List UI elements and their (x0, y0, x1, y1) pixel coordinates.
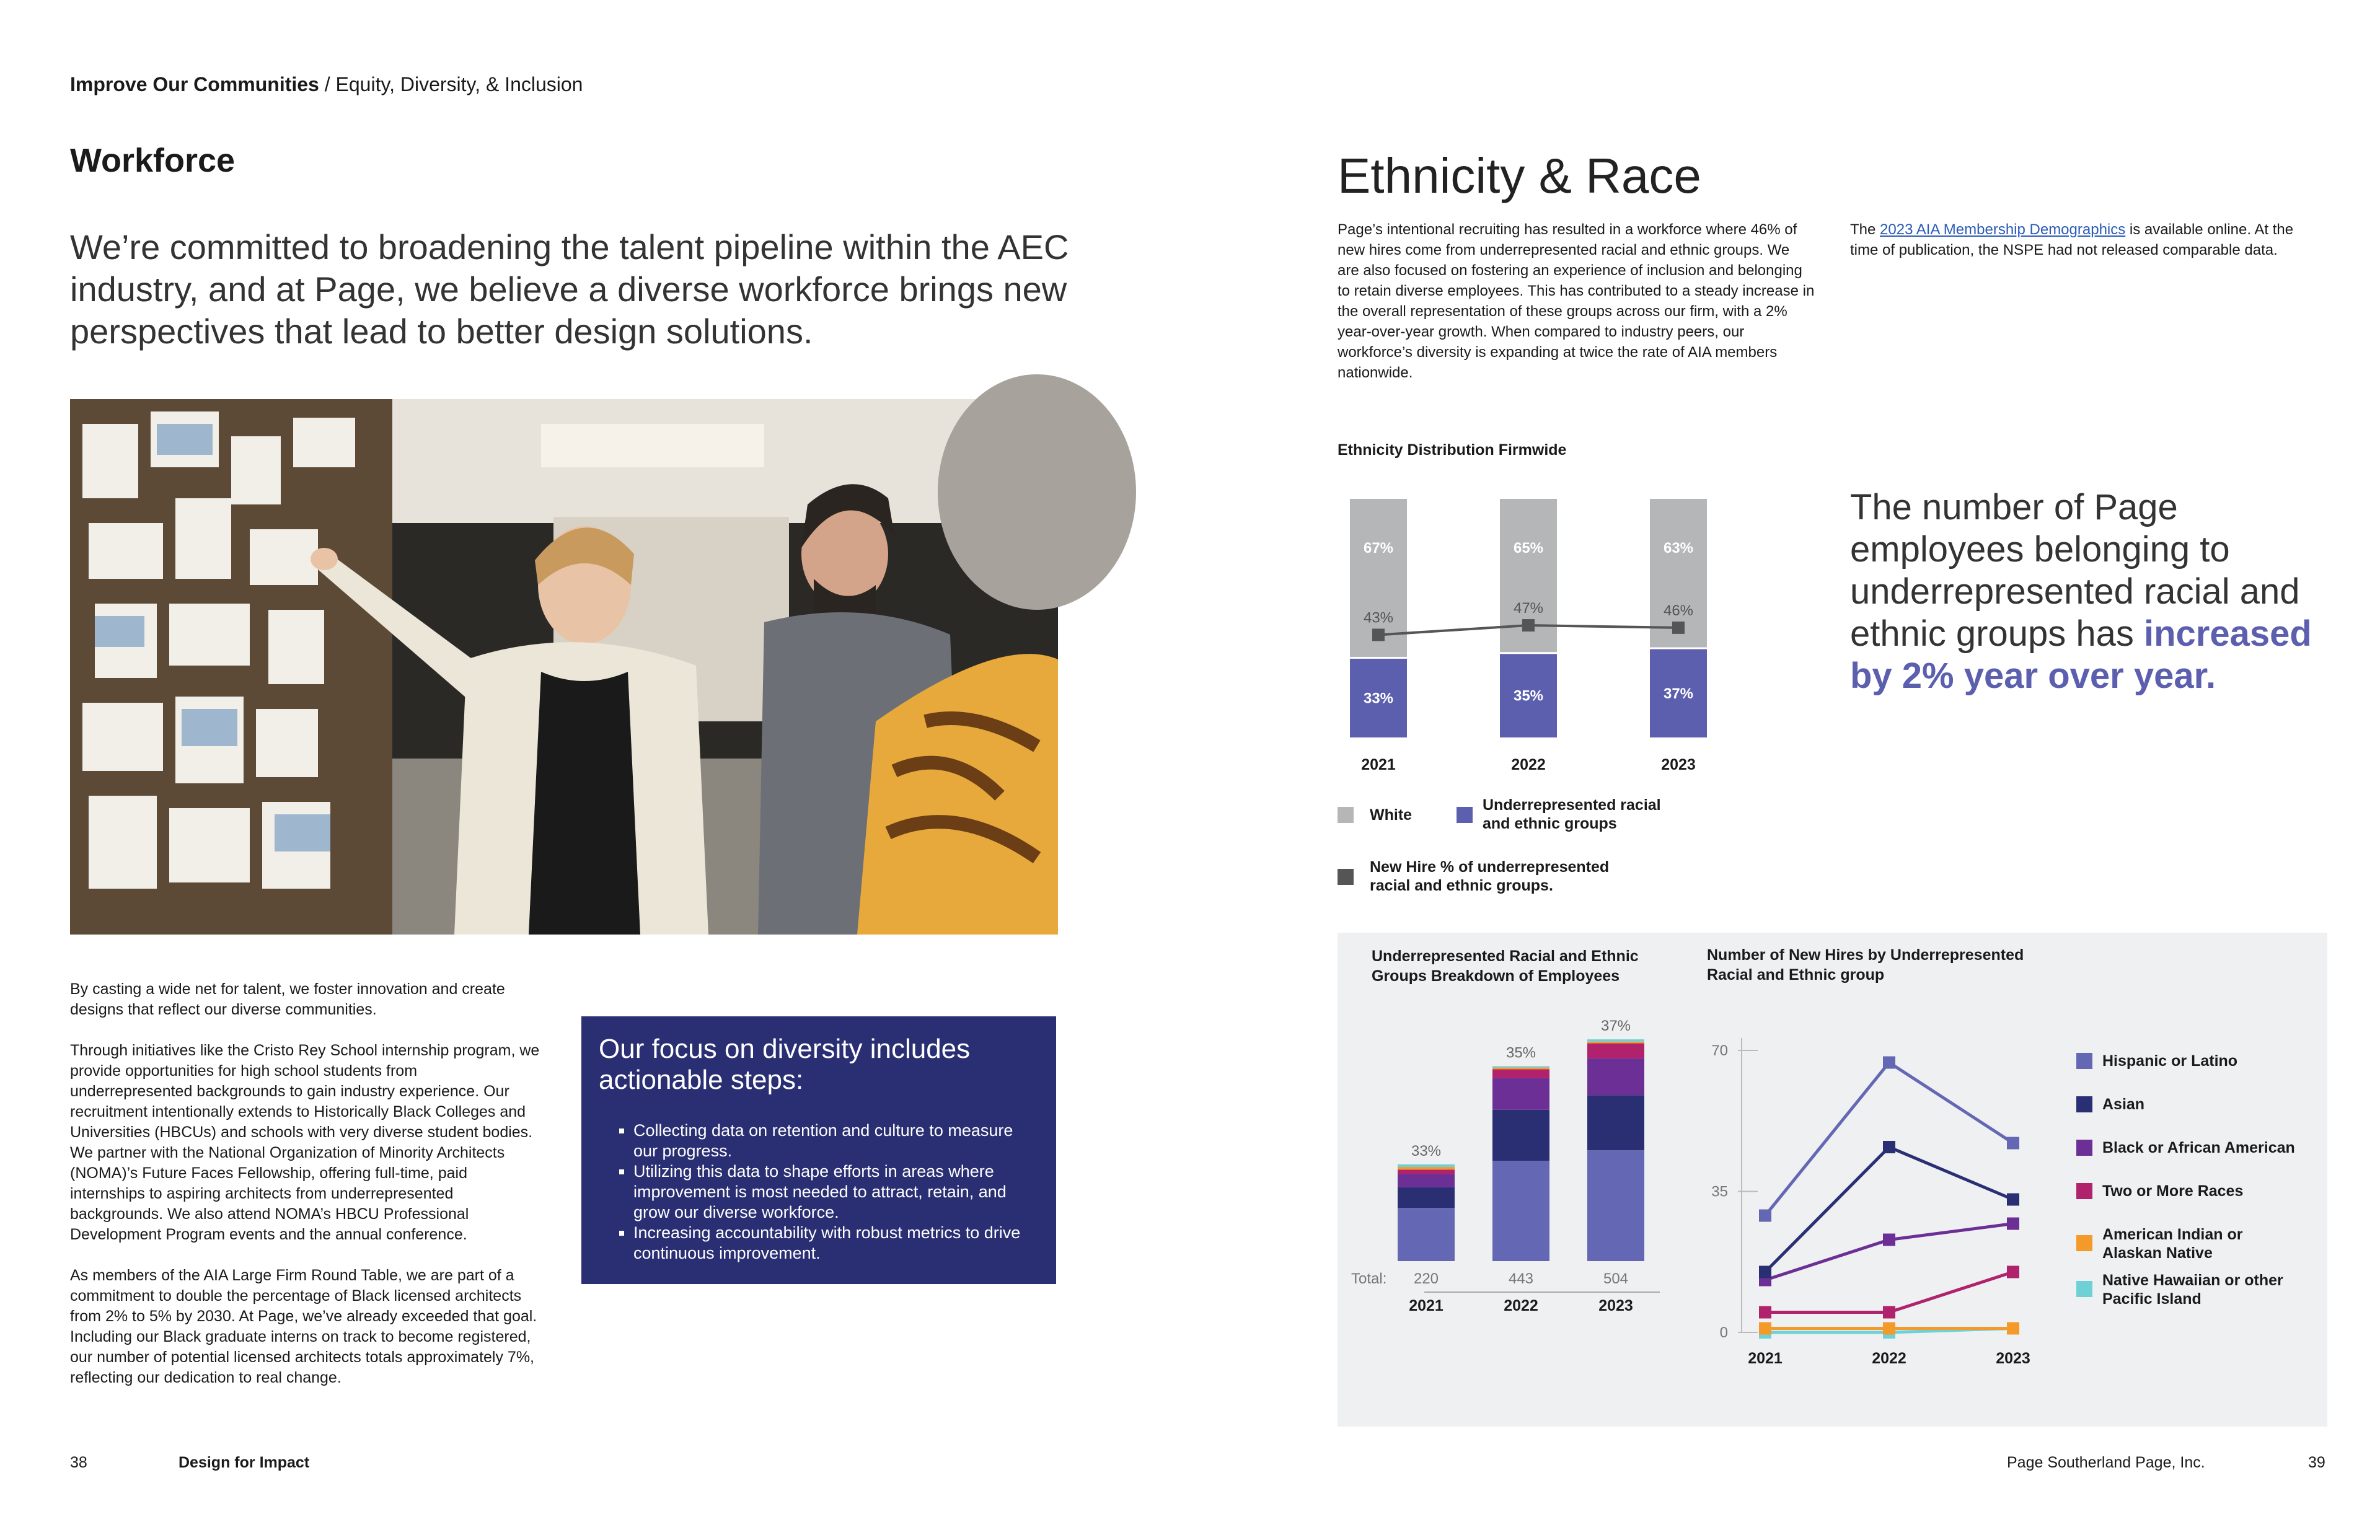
legend-label: Hispanic or Latino (2102, 1052, 2238, 1070)
series-line (1765, 1147, 2013, 1272)
callout-highlight: increased by 2% year over year. (1850, 614, 2312, 696)
bar-percent-label: 33% (1411, 1142, 1442, 1159)
footer-title-right: Page Southerland Page, Inc. (2007, 1454, 2205, 1471)
legend-swatch-newhire (1338, 869, 1354, 885)
year-tick-label: 2023 (1661, 756, 1696, 773)
breadcrumb-separator: / (319, 73, 336, 95)
focus-box (581, 1016, 1056, 1284)
series-point (1759, 1266, 1771, 1278)
series-point (1883, 1306, 1895, 1319)
stack-segment (1587, 1058, 1644, 1096)
series-point (1759, 1322, 1771, 1335)
page-number-left: 38 (70, 1454, 87, 1471)
series-point (1883, 1057, 1895, 1069)
legend-label-urg-2: and ethnic groups (1483, 815, 1617, 832)
stack-segment (1492, 1078, 1549, 1110)
year-tick-label: 2023 (1598, 1297, 1633, 1314)
workforce-body (70, 979, 541, 1409)
stack-segment (1398, 1164, 1455, 1167)
stack-segment (1587, 1095, 1644, 1150)
legend-label: Asian (2102, 1096, 2145, 1113)
body-paragraph-2: Through initiatives like the Cristo Rey School internship program, we provide opportunities for high school students from underrepresented backgrounds to gain industry experience. Our recruitment intentionally extends to Historically Black Colleges and Universities (HBCUs) and schools with very diverse student bodies. We partner with the National Organization of Minority Architects (NOMA)’s Future Faces Fellowship, offering full-time, paid internships to aspiring architects from underrepresented backgrounds. We also attend NOMA’s HBCU Professional Development Program events and the annual conference. (70, 1042, 540, 1243)
chart2-title (1372, 946, 1639, 986)
white-value-label: 67% (1363, 540, 1394, 557)
urg-value-label: 35% (1513, 687, 1544, 705)
stack-segment (1587, 1044, 1644, 1058)
series-point (2007, 1218, 2019, 1230)
legend-swatch (2076, 1053, 2092, 1069)
series-line (1765, 1063, 2013, 1216)
ethnicity-title: Ethnicity & Race (1338, 148, 1701, 203)
bar-percent-label: 37% (1600, 1018, 1631, 1035)
stack-segment (1398, 1167, 1455, 1169)
newhire-point (1372, 628, 1385, 641)
workforce-intro: We’re committed to broadening the talent pipeline within the AEC industry, and at Page, we believe a diverse workforce brings new perspectives that lead to better design solutions. (70, 227, 1069, 351)
callout-text (1850, 486, 2346, 697)
focus-item: ▪ Increasing accountability with robust metrics to drive continuous improvement. (633, 1223, 1039, 1264)
stack-segment (1587, 1150, 1644, 1261)
focus-item: ▪ Collecting data on retention and culture to measure our progress. (633, 1120, 1039, 1161)
chart3-title-line: Number of New Hires by Underrepresented (1707, 946, 2024, 964)
newhire-point (1672, 622, 1685, 634)
year-tick-label: 2021 (1361, 756, 1396, 773)
callout-pre: The number of Page employees belonging to underrepresented racial and ethnic groups has (1850, 487, 2300, 654)
stack-segment (1398, 1174, 1455, 1187)
year-tick-label: 2022 (1511, 756, 1546, 773)
stack-segment (1492, 1066, 1549, 1067)
stack-segment (1492, 1161, 1549, 1261)
series-line (1765, 1224, 2013, 1280)
chart2-title-line: Groups Breakdown of Employees (1372, 967, 1620, 985)
newhire-value-label: 46% (1663, 602, 1694, 619)
chart1-legend (1338, 796, 1833, 905)
year-tick-label: 2022 (1504, 1297, 1538, 1314)
series-point (2007, 1137, 2019, 1150)
stack-segment (1398, 1169, 1455, 1174)
breadcrumb-section: Improve Our Communities (70, 73, 319, 95)
legend-swatch (2076, 1096, 2092, 1112)
legend-label-urg-1: Underrepresented racial (1483, 796, 1661, 814)
legend-label: Native Hawaiian or other (2102, 1272, 2283, 1289)
stack-segment (1587, 1039, 1644, 1042)
page-number-right: 39 (2308, 1454, 2325, 1471)
white-value-label: 65% (1513, 540, 1544, 557)
series-point (2007, 1194, 2019, 1206)
chart3-legend (2076, 1052, 2324, 1312)
legend-swatch (2076, 1235, 2092, 1251)
urg-value-label: 33% (1363, 690, 1394, 707)
workforce-title: Workforce (70, 142, 236, 179)
legend-label: Pacific Island (2102, 1290, 2202, 1308)
stack-segment (1398, 1187, 1455, 1208)
y-tick-label: 70 (1711, 1042, 1728, 1059)
legend-swatch (2076, 1281, 2092, 1297)
y-tick-label: 0 (1719, 1324, 1728, 1341)
year-tick-label: 2021 (1409, 1297, 1443, 1314)
chart3-title (1707, 945, 2024, 985)
legend-label-newhire-2: racial and ethnic groups. (1370, 877, 1553, 894)
body-paragraph-3: As members of the AIA Large Firm Round Table, we are part of a commitment to double the percentage of Black licensed architects from 2% to 5% by 2030. At Page, we’ve already exceeded that goal. Including our Black graduate interns on track to become registered, our number of potential licensed architects totals approximately 7%, reflecting our dedication to real change. (70, 1267, 537, 1386)
breakdown-panel (1338, 933, 2327, 1427)
legend-swatch-urg (1457, 807, 1473, 823)
legend-label: Alaskan Native (2102, 1244, 2213, 1262)
stack-segment (1587, 1042, 1644, 1044)
sidenote-pre: The (1850, 221, 1880, 238)
team-photo (70, 399, 1058, 935)
focus-item: ▪ Utilizing this data to shape efforts in areas where improvement is most needed to attract, retain, and grow our diverse workforce. (633, 1161, 1039, 1223)
x-tick-label: 2022 (1872, 1350, 1906, 1367)
stack-segment (1398, 1208, 1455, 1261)
breadcrumb-subsection: Equity, Diversity, & Inclusion (335, 73, 583, 95)
series-point (1883, 1234, 1895, 1246)
footer-title-left: Design for Impact (178, 1454, 310, 1471)
body-paragraph-1: By casting a wide net for talent, we foster innovation and create designs that reflect our diverse communities. (70, 980, 505, 1018)
newhire-value-label: 43% (1363, 609, 1394, 627)
legend-label: American Indian or (2102, 1226, 2243, 1243)
series-point (2007, 1266, 2019, 1278)
bar-percent-label: 35% (1505, 1044, 1536, 1062)
series-point (1759, 1210, 1771, 1222)
stack-segment (1492, 1068, 1549, 1070)
legend-label: Black or African American (2102, 1139, 2295, 1156)
urg-value-label: 37% (1663, 685, 1694, 702)
ethnicity-body: Page’s intentional recruiting has resulted in a workforce where 46% of new hires come from underrepresented racial and ethnic groups. We are also focused on fostering an experience of inclusion and belonging to retain diverse employees. This has contributed to a steady increase in the overall representation of these groups across our firm, with a 2% year-over-year growth. When compared to industry peers, our workforce’s diversity is expanding at twice the rate of AIA members nationwide. (1338, 221, 1815, 381)
stack-segment (1492, 1069, 1549, 1078)
series-point (1759, 1306, 1771, 1319)
newhire-point (1522, 619, 1535, 631)
legend-swatch (2076, 1183, 2092, 1199)
legend-label: Two or More Races (2102, 1182, 2244, 1200)
aia-demographics-link[interactable]: 2023 AIA Membership Demographics (1880, 221, 2126, 238)
breakdown-stacked-chart (1338, 995, 1685, 1366)
series-point (2007, 1322, 2019, 1335)
total-label: Total: (1351, 1270, 1387, 1287)
newhire-value-label: 47% (1513, 600, 1544, 617)
legend-label-white: White (1370, 806, 1413, 824)
ethnicity-sidenote (1850, 219, 2321, 260)
y-tick-label: 35 (1711, 1183, 1728, 1200)
chart3-title-line: Racial and Ethnic group (1707, 966, 1885, 983)
chart2-title-line: Underrepresented Racial and Ethnic (1372, 948, 1639, 965)
bar-total-label: 504 (1603, 1270, 1629, 1287)
legend-swatch (2076, 1140, 2092, 1156)
sidenote-post: is available online. At the time of publication, the NSPE had not released comparable data. (1850, 221, 2294, 258)
ethnicity-distribution-chart (1338, 483, 1784, 781)
chart1-title: Ethnicity Distribution Firmwide (1338, 441, 1567, 459)
legend-label-newhire-1: New Hire % of underrepresented (1370, 858, 1610, 876)
new-hires-line-chart (1685, 995, 2030, 1367)
section-breadcrumb (70, 73, 583, 96)
focus-title: Our focus on diversity includes actionable steps: (599, 1034, 971, 1095)
series-point (1883, 1141, 1895, 1153)
bar-total-label: 220 (1413, 1270, 1439, 1287)
stack-segment (1492, 1110, 1549, 1161)
series-point (1883, 1322, 1895, 1335)
legend-swatch-white (1338, 807, 1354, 823)
bar-total-label: 443 (1508, 1270, 1534, 1287)
x-tick-label: 2021 (1748, 1350, 1783, 1367)
focus-list (599, 1120, 1039, 1264)
white-value-label: 63% (1663, 540, 1694, 557)
x-tick-label: 2023 (1996, 1350, 2030, 1367)
